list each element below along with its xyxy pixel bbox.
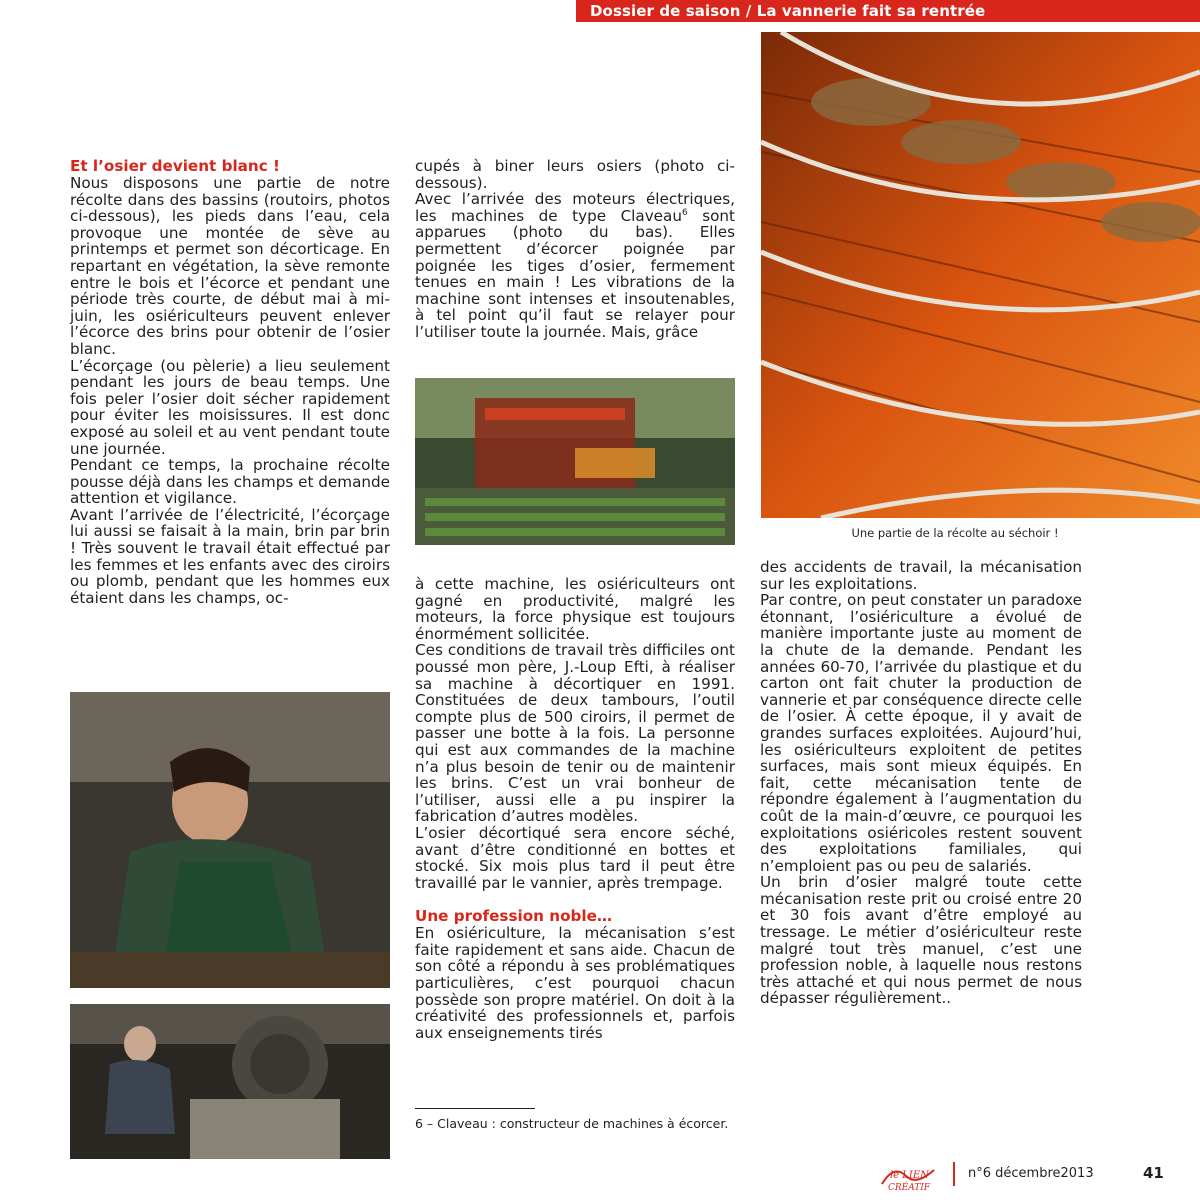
paragraph: Avec l’arrivée des moteurs électriques, les machines de type Claveau$^6$ sont apparues (photo du bas). Elles permettent d’écorcer poignée par poignée les tiges d’osier, fermement tenues en main ! Les vibrations de la machine sont intenses et insoutenables, à tel point qu’il faut se relayer pour l’utiliser toute la journée. Mais, grâce <box>415 190 735 341</box>
logo-text-top: le LIEN <box>890 1170 929 1181</box>
paragraph: Pendant ce temps, la prochaine récolte pousse déjà dans les champs et demande attention et vigilance. <box>70 456 390 508</box>
paragraph: cupés à biner leurs osiers (photo ci-dessous). <box>415 157 735 192</box>
section-header <box>576 0 1200 22</box>
paragraph: En osiériculture, la mécanisation s’est faite rapidement et sans aide. Chacun de son côté a répondu à ses problématiques particulières, c’est pourquoi chacun possède son propre matériel. On doit à la créativité des professionnels et, parfois aux enseignements tirés <box>415 924 735 1042</box>
paragraph: des accidents de travail, la mécanisation sur les exploitations. <box>760 558 1082 593</box>
issue-label: n°6 décembre2013 <box>968 1166 1094 1181</box>
column-2-top <box>415 158 735 341</box>
column-3 <box>760 559 1082 1007</box>
paragraph: Avant l’arrivée de l’électricité, l’écorçage lui aussi se faisait à la main, brin par brin ! Très souvent le travail était effectué par les femmes et les enfants avec des ciroirs ou plomb, pendant que les hommes eux étaient dans les champs, oc- <box>70 505 390 607</box>
section-header-title: Dossier de saison / La vannerie fait sa rentrée <box>590 2 986 20</box>
paragraph: Un brin d’osier malgré toute cette mécanisation reste prit ou croisé entre 20 et 30 fois avant d’être employé au tressage. Le métier d’osiériculteur reste malgré tout très manuel, c’est une profession noble, à laquelle nous restons très attaché et qui nous permet de nous dépasser régulièrement.. <box>760 873 1082 1008</box>
photo-osier-drying <box>761 32 1200 518</box>
photo-caption: Une partie de la récolte au séchoir ! <box>851 526 1059 540</box>
photo-woman-peeling <box>70 692 390 988</box>
footnote-rule <box>415 1108 535 1109</box>
footnote: 6 – Claveau : constructeur de machines à écorcer. <box>415 1116 729 1131</box>
column-2-bottom <box>415 576 735 1041</box>
paragraph: Nous disposons une partie de notre récolte dans des bassins (routoirs, photos ci-dessous), les pieds dans l’eau, cela provoque une montée de sève au printemps et permet son décorticage. En repartant en végétation, la sève remonte entre le bois et l’écorce et pendant une période très courte, de début mai à mi-juin, les osiériculteurs peuvent enlever l’écorce des brins pour obtenir de l’osier blanc. <box>70 174 390 358</box>
paragraph: L’osier décortiqué sera encore séché, avant d’être conditionné en bottes et stocké. Six mois plus tard il peut être travaillé par le vannier, après trempage. <box>415 823 735 892</box>
paragraph: Ces conditions de travail très difficiles ont poussé mon père, J.-Loup Efti, à réaliser sa machine à décortiquer en 1991. Constituées de deux tambours, l’outil compte plus de 500 ciroirs, il permet de passer une botte à la fois. La personne qui est aux commandes de la machine n’a plus besoin de tenir ou de maintenir les brins. C’est un vrai bonheur de l’utiliser, aussi elle a pu inspirer la fabrication d’autres modèles. <box>415 641 735 826</box>
footnote-ref: 6 <box>681 207 688 218</box>
section-heading: Une profession noble… <box>415 907 613 926</box>
section-heading: Et l’osier devient blanc ! <box>70 157 280 175</box>
page-number: 41 <box>1143 1164 1164 1182</box>
column-1 <box>70 158 390 606</box>
magazine-logo <box>876 1160 940 1194</box>
photo-claveau-machine <box>415 378 735 545</box>
paragraph: à cette machine, les osiériculteurs ont gagné en productivité, malgré les moteurs, la force physique est toujours énormément sollicitée. <box>415 575 735 643</box>
photo-man-machine <box>70 1004 390 1159</box>
footer-separator <box>953 1162 955 1186</box>
paragraph: Par contre, on peut constater un paradoxe étonnant, l’osiériculture a évolué de manière importante juste au moment de la chute de la demande. Pendant les années 60-70, l’arrivée du plastique et du carton ont fait chuter la production de vannerie et par conséquence directe celle de l’osier. À cette époque, il y avait de grandes surfaces exploitées. Aujourd’hui, les osiériculteurs exploitent de petites surfaces, mais sont mieux équipés. En fait, cette mécanisation tente de répondre également à l’augmentation du coût de la main-d’œuvre, ce pourquoi les exploitations osiéricoles restent souvent des exploitations familiales, qui n’emploient pas ou peu de salariés. <box>760 591 1082 875</box>
paragraph: L’écorçage (ou pèlerie) a lieu seulement pendant les jours de beau temps. Une fois peler l’osier doit sécher rapidement pour éviter les moisissures. Il est donc exposé au soleil et au vent pendant toute une journée. <box>70 356 390 458</box>
logo-text-bottom: CRÉATIF <box>888 1183 931 1193</box>
